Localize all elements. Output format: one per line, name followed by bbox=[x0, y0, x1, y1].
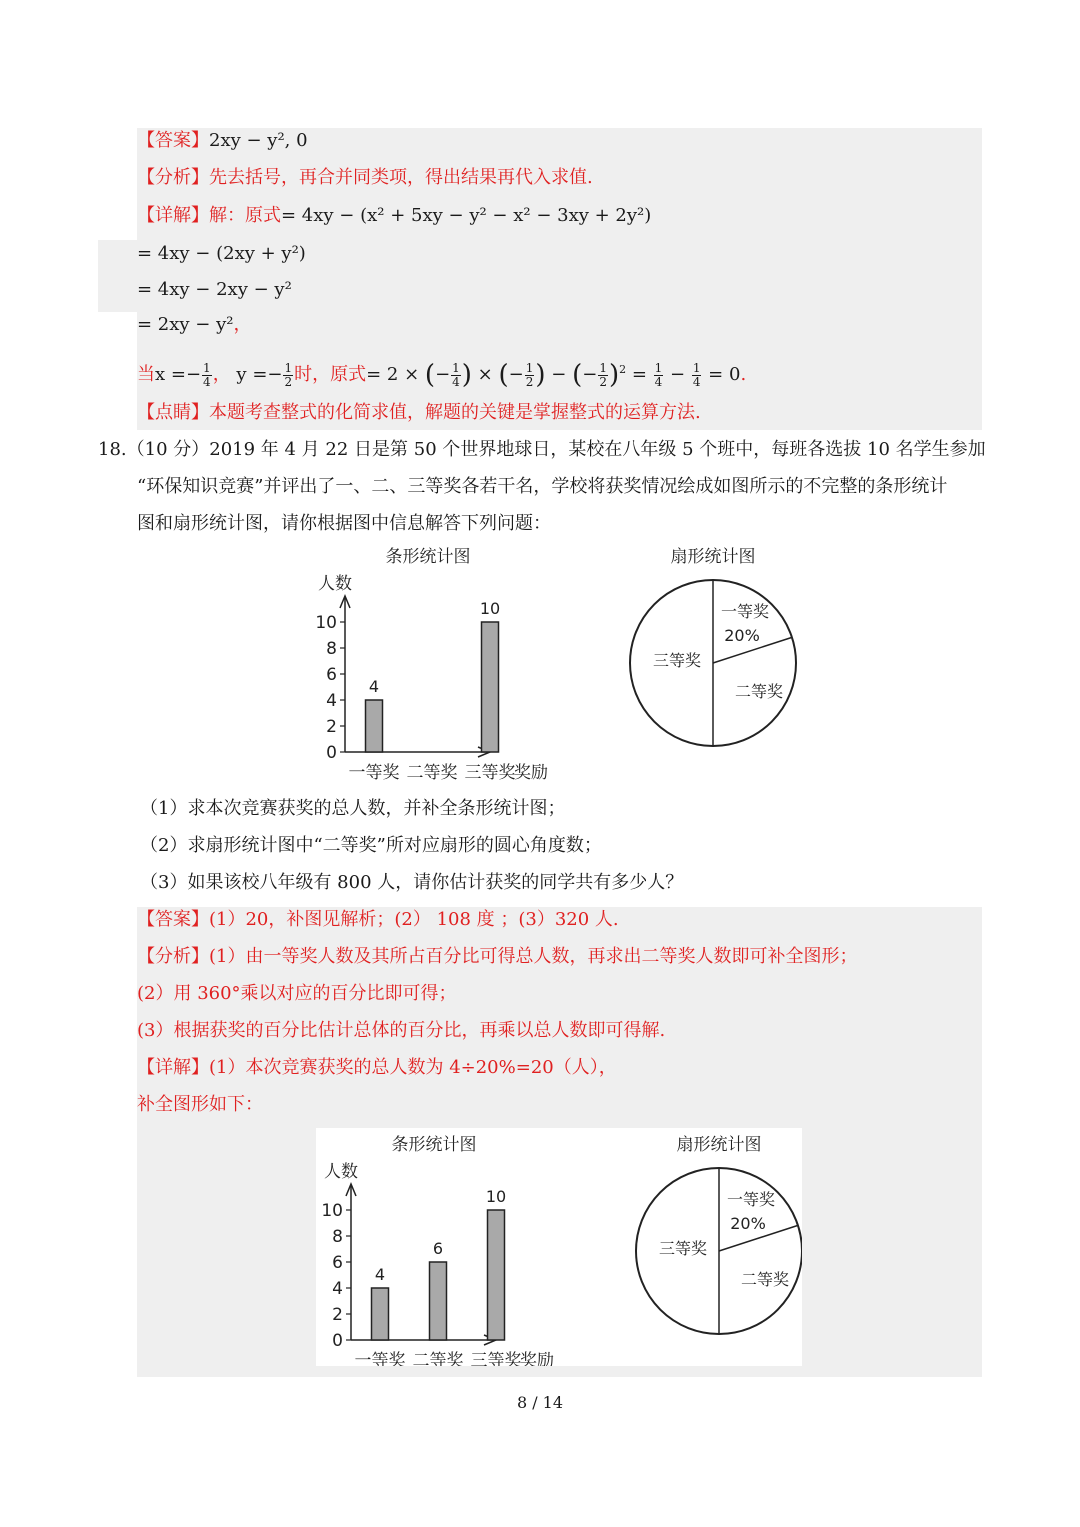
sub-expr: = 2 × bbox=[366, 364, 425, 385]
bar-chart-complete bbox=[321, 1135, 554, 1366]
y-tick-label-6: 6 bbox=[326, 665, 337, 685]
bar-value-label-一等奖: 4 bbox=[368, 677, 380, 696]
y-tick-label-4: 4 bbox=[326, 691, 337, 711]
answer17-step3-line bbox=[137, 312, 252, 338]
pie-pct-一等奖: 20% bbox=[724, 626, 760, 645]
q18-line2: “环保知识竞赛”并评出了一、二、三等奖各若干名，学校将获奖情况绘成如图所示的不完整的条形统计 bbox=[137, 476, 948, 497]
y-axis-label: 人数 bbox=[318, 574, 352, 594]
answer-label: 【答案】 bbox=[137, 909, 209, 930]
pie-chart-incomplete bbox=[630, 547, 796, 746]
pie-label-二等奖: 二等奖 bbox=[734, 682, 784, 701]
y-tick-label-6: 6 bbox=[332, 1253, 343, 1273]
remark-label: 【点睛】 bbox=[137, 402, 209, 423]
x-category-label-一等奖: 一等奖 bbox=[348, 763, 400, 783]
q18-sub3: （3）如果该校八年级有 800 人，请你估计获奖的同学共有多少人？ bbox=[140, 872, 684, 893]
detail-intro: 解：原式 bbox=[209, 205, 281, 226]
pie-label-三等奖: 三等奖 bbox=[658, 1239, 708, 1258]
bar-三等奖 bbox=[488, 1210, 505, 1340]
sub-when: 当 bbox=[137, 364, 155, 385]
bar-一等奖 bbox=[372, 1288, 389, 1340]
figure-complete-svg bbox=[316, 1128, 802, 1366]
y-tick-label-2: 2 bbox=[332, 1305, 343, 1325]
analysis-label: 【分析】 bbox=[137, 167, 209, 188]
pie-label-一等奖: 一等奖 bbox=[720, 602, 770, 621]
sub-then: 时，原式 bbox=[294, 364, 367, 385]
bar-一等奖 bbox=[366, 700, 383, 752]
q18-sub2: （2）求扇形统计图中“二等奖”所对应扇形的圆心角度数； bbox=[140, 835, 602, 856]
answer17-step3: = 2xy − y² bbox=[137, 314, 234, 335]
y-tick-label-10: 10 bbox=[315, 613, 337, 633]
figure-incomplete-svg bbox=[310, 540, 810, 788]
fraction-half: $\frac{1}{2}$ bbox=[284, 360, 293, 389]
bar-value-label-三等奖: 10 bbox=[485, 1187, 507, 1206]
answer17-step1: = 4xy − (2xy + y²) bbox=[137, 243, 306, 264]
answer-text: (1）20，补图见解析；(2） 108 度 ；(3）320 人. bbox=[209, 909, 619, 930]
bar-value-label-一等奖: 4 bbox=[374, 1265, 386, 1284]
answer17-substitution-line: 当x =− $\frac{1}{4}$ ， y =− $\frac{1}{2}$ 时，原式= 2 × (− $\frac{1}{4}$ ) × (− $\frac{1}{2}$ ) − (− $\frac{1}{2}$ )$^2$ = $\frac{1}{4}$ − $\frac{1}{4}$ = 0. bbox=[137, 360, 747, 390]
y-tick-label-8: 8 bbox=[326, 639, 337, 659]
figure-complete bbox=[316, 1128, 802, 1366]
detail-label: 【详解】 bbox=[137, 205, 209, 226]
pie-chart-title: 扇形统计图 bbox=[670, 547, 756, 567]
bar-二等奖 bbox=[430, 1262, 447, 1340]
y-tick-label-4: 4 bbox=[332, 1279, 343, 1299]
y-tick-label-0: 0 bbox=[332, 1331, 343, 1351]
pie-label-一等奖: 一等奖 bbox=[726, 1190, 776, 1209]
q18-line1: 18.（10 分）2019 年 4 月 22 日是第 50 个世界地球日，某校在八年级 5 个班中，每班各选拔 10 名学生参加 bbox=[98, 439, 986, 460]
x-category-label-三等奖: 三等奖 bbox=[470, 1351, 522, 1366]
bar-value-label-二等奖: 6 bbox=[432, 1239, 444, 1258]
answer18-detail-2: 补全图形如下： bbox=[137, 1094, 263, 1115]
detail-1: (1）本次竞赛获奖的总人数为 4÷20%=20（人）， bbox=[209, 1057, 617, 1078]
detail-label: 【详解】 bbox=[137, 1057, 209, 1078]
analysis-label: 【分析】 bbox=[137, 946, 209, 967]
bar-chart-incomplete bbox=[315, 547, 548, 783]
answer18-analysis-3: (3）根据获奖的百分比估计总体的百分比，再乘以总人数即可得解. bbox=[137, 1020, 666, 1041]
bar-三等奖 bbox=[482, 622, 499, 752]
pie-pct-一等奖: 20% bbox=[730, 1214, 766, 1233]
step3-comma: ， bbox=[233, 314, 252, 335]
fraction-quarter: $\frac{1}{4}$ bbox=[203, 360, 211, 389]
q18-sub1: （1）求本次竞赛获奖的总人数，并补全条形统计图； bbox=[140, 798, 566, 819]
x-category-label-三等奖: 三等奖 bbox=[464, 763, 516, 783]
x-category-label-二等奖: 二等奖 bbox=[406, 763, 458, 783]
answer18-answer-line bbox=[137, 907, 619, 933]
sub-y: y =− bbox=[236, 364, 283, 385]
q18-line3: 图和扇形统计图，请你根据图中信息解答下列问题： bbox=[137, 513, 551, 534]
bar-value-label-三等奖: 10 bbox=[479, 599, 501, 618]
pie-label-二等奖: 二等奖 bbox=[740, 1270, 790, 1289]
answer-value: 2xy − y², 0 bbox=[209, 130, 308, 151]
analysis-1: (1）由一等奖人数及其所占百分比可得总人数，再求出二等奖人数即可补全图形； bbox=[209, 946, 858, 967]
answer17-step2: = 4xy − 2xy − y² bbox=[137, 279, 292, 300]
page-number: 8 / 14 bbox=[516, 1393, 564, 1412]
sub-x: x =− bbox=[155, 364, 202, 385]
pie-label-三等奖: 三等奖 bbox=[652, 651, 702, 670]
answer17-answer-line bbox=[137, 128, 308, 154]
x-category-label-二等奖: 二等奖 bbox=[412, 1351, 464, 1366]
sub-sep: ， bbox=[212, 364, 231, 385]
answer17-remark-line bbox=[137, 400, 701, 426]
sub-period: . bbox=[740, 364, 747, 385]
answer18-detail-line bbox=[137, 1055, 617, 1081]
x-axis-label: 奖励 bbox=[514, 763, 548, 783]
y-tick-label-0: 0 bbox=[326, 743, 337, 763]
answer17-analysis-line bbox=[137, 165, 593, 191]
y-tick-label-8: 8 bbox=[332, 1227, 343, 1247]
y-tick-label-10: 10 bbox=[321, 1201, 343, 1221]
x-axis-label: 奖励 bbox=[520, 1351, 554, 1366]
y-tick-label-2: 2 bbox=[326, 717, 337, 737]
pie-chart-title: 扇形统计图 bbox=[676, 1135, 762, 1155]
bar-chart-title: 条形统计图 bbox=[385, 547, 471, 567]
remark-text: 本题考查整式的化简求值，解题的关键是掌握整式的运算方法. bbox=[209, 402, 701, 423]
sub-result: = 0 bbox=[702, 364, 741, 385]
figure-incomplete bbox=[310, 540, 810, 788]
bar-chart-title: 条形统计图 bbox=[391, 1135, 477, 1155]
y-axis-label: 人数 bbox=[324, 1162, 358, 1182]
answer18-analysis-line bbox=[137, 944, 857, 970]
x-category-label-一等奖: 一等奖 bbox=[354, 1351, 406, 1366]
answer18-analysis-2: (2）用 360°乘以对应的百分比即可得； bbox=[137, 983, 457, 1004]
detail-step0: = 4xy − (x² + 5xy − y² − x² − 3xy + 2y²) bbox=[281, 205, 652, 226]
pie-chart-complete bbox=[636, 1135, 802, 1334]
answer17-detail-line bbox=[137, 203, 651, 229]
analysis-text: 先去括号，再合并同类项，得出结果再代入求值. bbox=[209, 167, 593, 188]
answer-label: 【答案】 bbox=[137, 130, 209, 151]
